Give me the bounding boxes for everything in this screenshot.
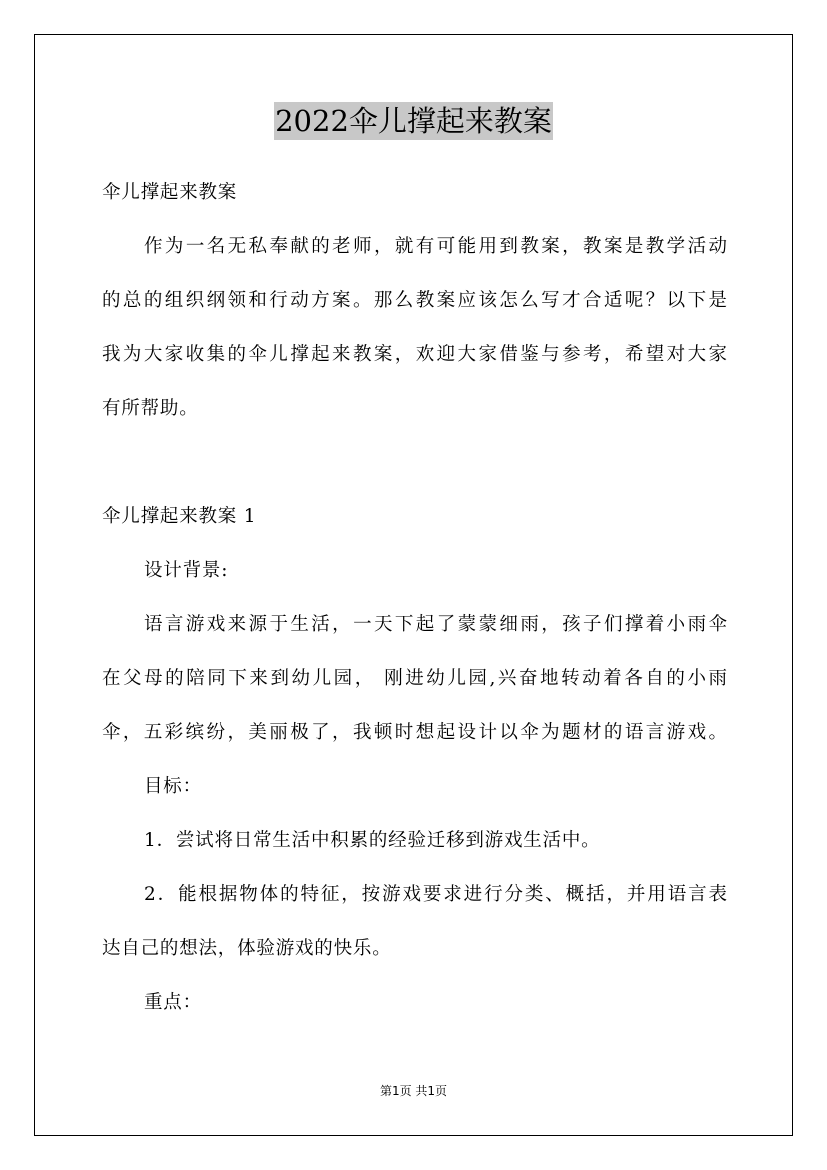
title-container — [0, 102, 827, 140]
document-body — [102, 171, 727, 1035]
subtitle: 伞儿撑起来教案 — [102, 182, 238, 203]
intro-line-1: 作为一名无私奉献的老师，就有可能用到教案，教案是教学活动 — [144, 236, 727, 257]
section-title: 伞儿撑起来教案 1 — [102, 506, 257, 527]
document-title: 2022伞儿撑起来教案 — [275, 104, 552, 138]
background-line-1: 语言游戏来源于生活，一天下起了蒙蒙细雨，孩子们撑着小雨伞 — [144, 614, 727, 635]
intro-line-3: 我为大家收集的伞儿撑起来教案，欢迎大家借鉴与参考，希望对大家 — [102, 344, 727, 365]
goal-label: 目标： — [144, 776, 202, 797]
intro-line-4: 有所帮助。 — [102, 398, 199, 419]
background-line-2: 在父母的陪同下来到幼儿园， 刚进幼儿园,兴奋地转动着各自的小雨 — [102, 668, 727, 689]
key-point-label: 重点： — [144, 992, 202, 1013]
design-background-label: 设计背景: — [144, 560, 229, 581]
paragraph-gap — [102, 441, 727, 495]
background-line-3: 伞，五彩缤纷，美丽极了，我顿时想起设计以伞为题材的语言游戏。 — [102, 722, 727, 743]
goal-2-line-2: 达自己的想法，体验游戏的快乐。 — [102, 938, 392, 959]
intro-line-2: 的总的组织纲领和行动方案。那么教案应该怎么写才合适呢？以下是 — [102, 290, 727, 311]
goal-2-line-1: 2．能根据物体的特征，按游戏要求进行分类、概括，并用语言表 — [144, 884, 727, 905]
page-footer: 第1页 共1页 — [379, 1084, 448, 1098]
goal-1: 1．尝试将日常生活中积累的经验迁移到游戏生活中。 — [144, 830, 601, 851]
